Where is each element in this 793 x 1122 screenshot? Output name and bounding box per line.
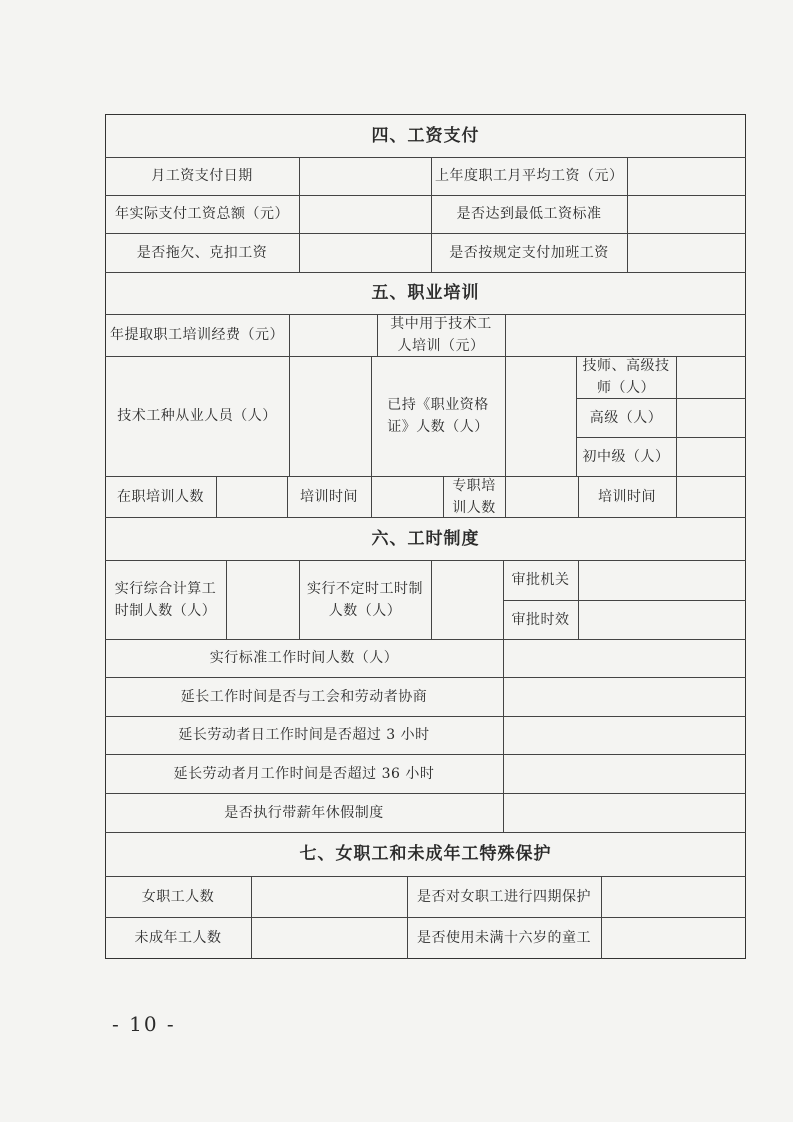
standard-hours-label: 实行标准工作时间人数（人） — [209, 650, 399, 666]
tech-budget-label: 其中用于技术工 人培训（元） — [390, 316, 492, 354]
comprehensive-label: 实行综合计算工 时制人数（人） — [114, 580, 217, 619]
col-line — [216, 476, 217, 517]
col-line — [299, 157, 300, 272]
avg-wage-label: 上年度职工月平均工资（元） — [435, 168, 624, 184]
tech-workers-label: 技术工种从业人员（人） — [117, 408, 277, 424]
col-line — [601, 876, 602, 959]
pay-date-label: 月工资支付日期 — [151, 168, 253, 184]
col-line — [505, 476, 506, 517]
junior-label: 初中级（人） — [582, 448, 670, 465]
col-line — [505, 314, 506, 356]
col-line — [676, 356, 677, 476]
four-period-label: 是否对女职工进行四期保护 — [417, 888, 591, 905]
section-title-protection: 七、女职工和未成年工特殊保护 — [299, 844, 552, 864]
child-labor-label: 是否使用未满十六岁的童工 — [417, 930, 591, 946]
senior-label: 高级（人） — [589, 409, 663, 426]
paid-leave-label: 是否执行带薪年休假制度 — [224, 804, 384, 821]
onjob-count-label: 在职培训人数 — [117, 488, 204, 505]
col-line — [226, 560, 227, 639]
section-title-hours: 六、工时制度 — [371, 528, 480, 549]
section-title-wage: 四、工资支付 — [371, 125, 480, 146]
section-title-training: 五、职业培训 — [371, 283, 480, 303]
col-line — [578, 560, 579, 639]
approval-validity-label: 审批时效 — [511, 611, 570, 628]
approval-authority-label: 审批机关 — [511, 572, 570, 588]
col-line — [627, 157, 628, 272]
page-number: - 10 - — [112, 1012, 176, 1036]
col-line — [251, 876, 252, 959]
min-wage-label: 是否达到最低工资标准 — [456, 206, 602, 222]
annual-total-label: 年实际支付工资总额（元） — [115, 206, 289, 222]
col-line — [676, 476, 677, 517]
col-line — [289, 314, 290, 476]
daily-limit-label: 延长劳动者日工作时间是否超过 3 小时 — [178, 727, 430, 743]
female-count-label: 女职工人数 — [141, 888, 215, 905]
senior-tech-label: 技师、高级技 师（人） — [582, 358, 670, 396]
training-budget-label: 年提取职工培训经费（元） — [110, 327, 284, 343]
train-time-label: 培训时间 — [300, 488, 358, 505]
arrears-label: 是否拖欠、克扣工资 — [136, 244, 268, 261]
train-time-label: 培训时间 — [598, 488, 656, 505]
col-line — [431, 560, 432, 639]
fulltime-count-label: 专职培 训人数 — [452, 477, 496, 516]
col-line — [505, 356, 506, 476]
certified-label: 已持《职业资格 证》人数（人） — [387, 397, 489, 435]
monthly-limit-label: 延长劳动者月工作时间是否超过 36 小时 — [173, 765, 435, 782]
flexible-label: 实行不定时工时制 人数（人） — [307, 580, 423, 619]
overtime-pay-label: 是否按规定支付加班工资 — [449, 244, 609, 261]
col-line — [371, 476, 372, 517]
minor-count-label: 未成年工人数 — [134, 930, 222, 946]
consultation-label: 延长工作时间是否与工会和劳动者协商 — [180, 688, 428, 705]
